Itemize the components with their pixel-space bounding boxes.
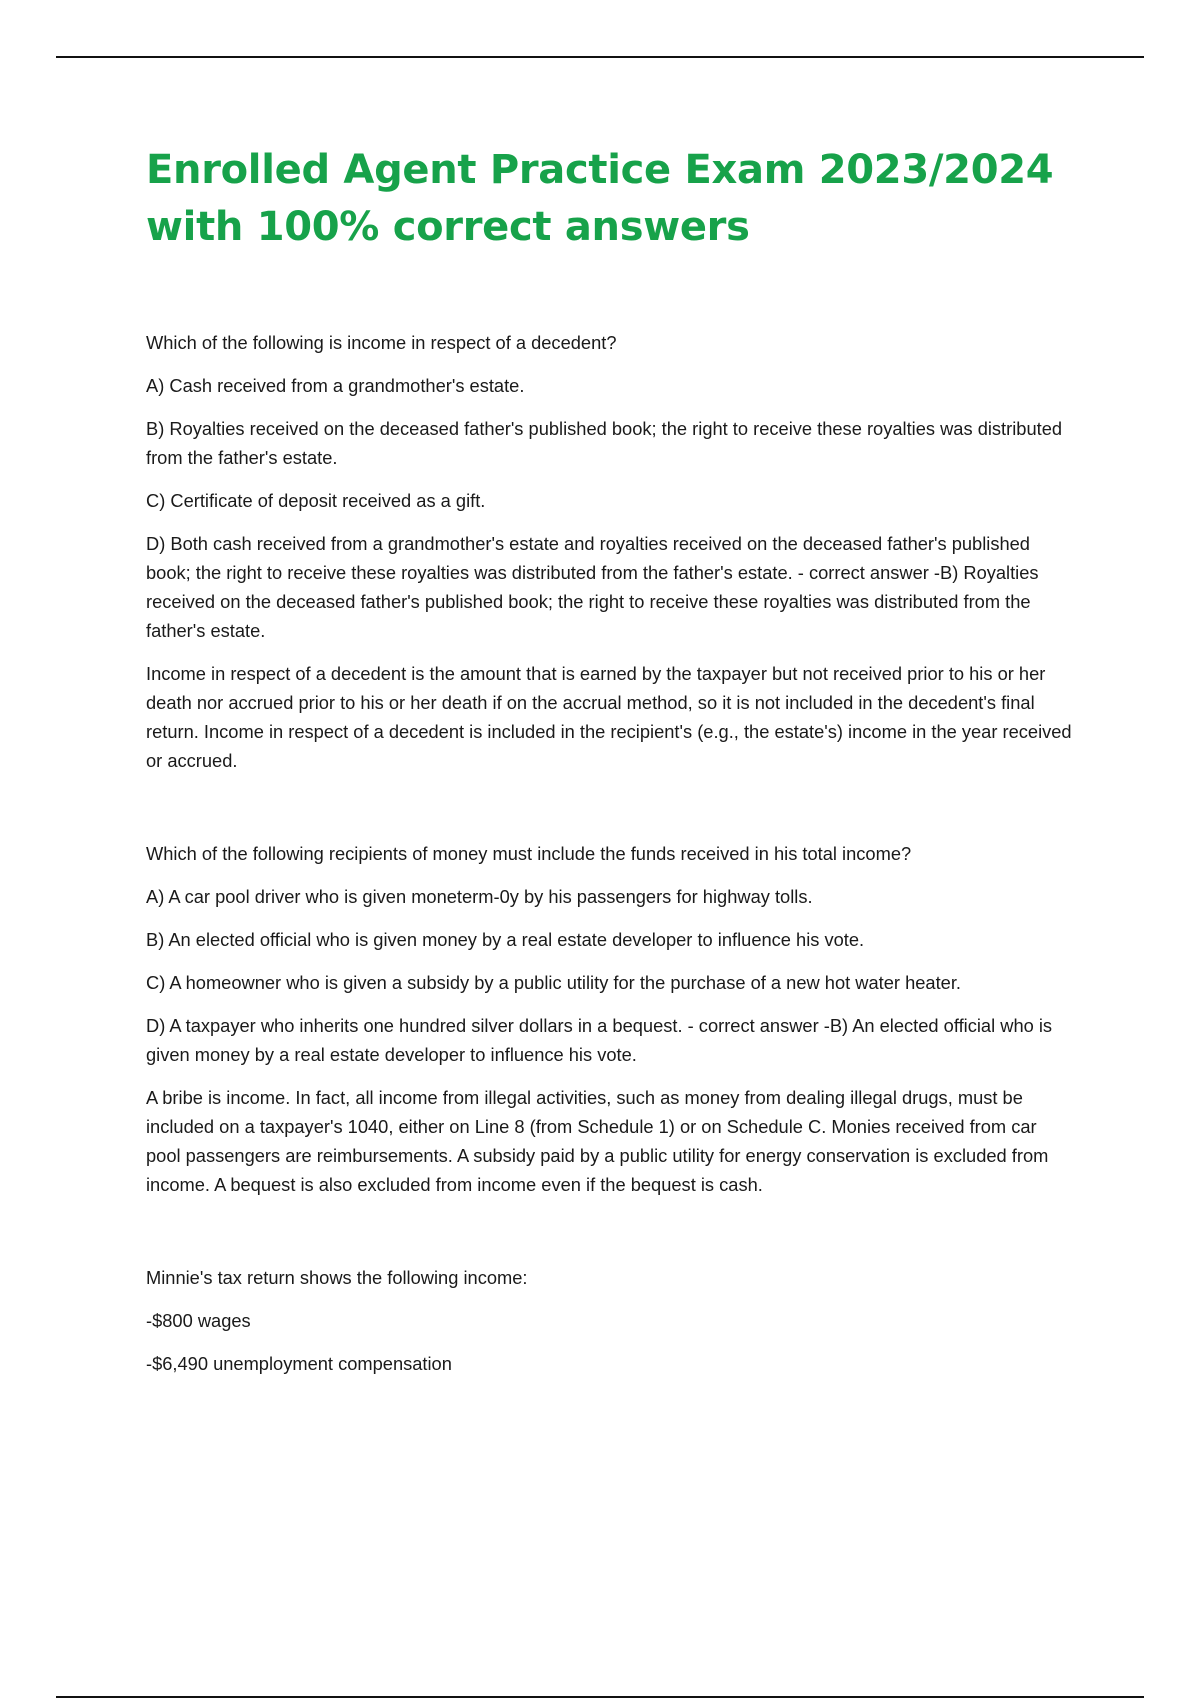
question-text: Minnie's tax return shows the following income: [146, 1267, 528, 1288]
answer-option-b: B) An elected official who is given money by a real estate developer to influence his vote. [146, 929, 865, 950]
income-item: -$6,490 unemployment compensation [146, 1353, 452, 1374]
answer-option-a: A) A car pool driver who is given moneterm-0y by his passengers for highway tolls. [146, 886, 813, 907]
bottom-rule [56, 1696, 1144, 1698]
question-text: Which of the following is income in respect of a decedent? [146, 332, 617, 353]
question-block-3 [146, 1263, 1076, 1378]
explanation-text: A bribe is income. In fact, all income from illegal activities, such as money from dealing illegal drugs, must be included on a taxpayer's 1040, either on Line 8 (from Schedule 1) or on Schedule C. Monies received from car pool passengers are reimbursements. A subsidy paid by a public utility for energy conservation is excluded from income. A bequest is also excluded from income even if the bequest is cash. [146, 1087, 1049, 1195]
answer-option-a: A) Cash received from a grandmother's estate. [146, 375, 525, 396]
income-item: -$800 wages [146, 1310, 251, 1331]
question-block-2 [146, 839, 1076, 1199]
explanation-text: Income in respect of a decedent is the amount that is earned by the taxpayer but not received prior to his or her death nor accrued prior to his or her death if on the accrual method, so it is not included in the decedent's final return. Income in respect of a decedent is included in the recipient's (e.g., the estate's) income in the year received or accrued. [146, 663, 1072, 771]
question-block-1 [146, 328, 1076, 775]
answer-option-d: D) A taxpayer who inherits one hundred silver dollars in a bequest. - correct answer -B) An elected official who is given money by a real estate developer to influence his vote. [146, 1015, 1053, 1065]
document-body [146, 142, 1076, 1442]
document-title: Enrolled Agent Practice Exam 2023/2024 with 100% correct answers [146, 147, 1054, 250]
question-text: Which of the following recipients of money must include the funds received in his total income? [146, 843, 912, 864]
answer-option-c: C) Certificate of deposit received as a gift. [146, 490, 486, 511]
answer-option-d: D) Both cash received from a grandmother's estate and royalties received on the deceased father's published book; the right to receive these royalties was distributed from the father's estate. - correct answer -B) Royalties received on the deceased father's published book; the right to receive these royalties was distributed from the father's estate. [146, 533, 1039, 641]
answer-option-c: C) A homeowner who is given a subsidy by a public utility for the purchase of a new hot water heater. [146, 972, 961, 993]
top-rule [56, 56, 1144, 58]
answer-option-b: B) Royalties received on the deceased father's published book; the right to receive these royalties was distributed from the father's estate. [146, 418, 1063, 468]
